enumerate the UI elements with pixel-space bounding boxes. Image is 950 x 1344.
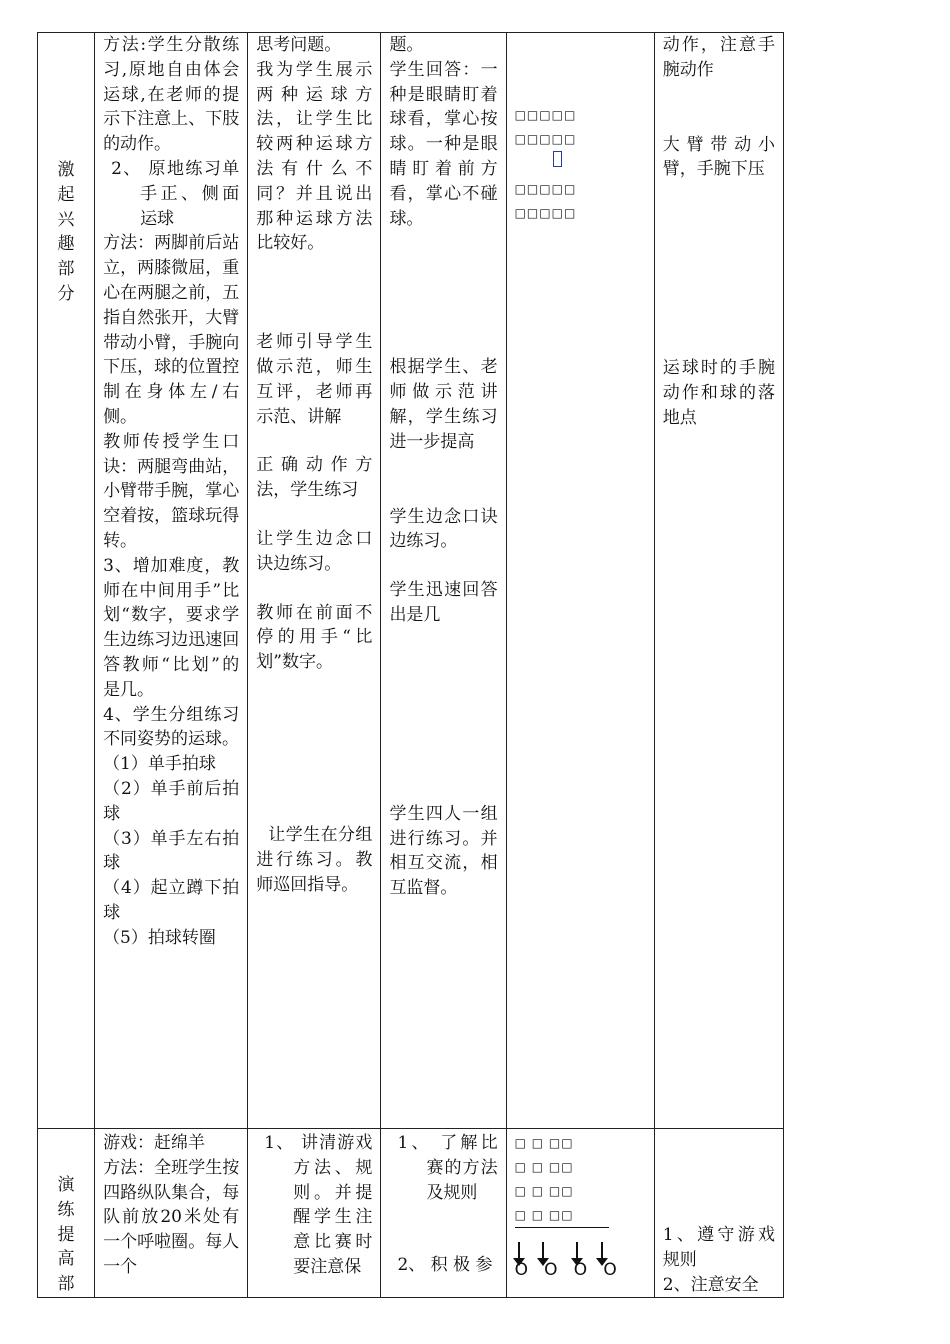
arrow-down-icon <box>542 1242 544 1260</box>
notes-cell <box>654 33 783 1129</box>
hoop-markers: O O O O <box>514 1260 617 1280</box>
arrow-down-icon <box>576 1242 578 1260</box>
lesson-plan-table <box>37 32 784 1298</box>
teacher-activity-cell <box>248 1129 381 1298</box>
organization-diagram-cell <box>506 33 654 1129</box>
organization-diagram-cell <box>506 1129 654 1298</box>
student-activity-cell <box>381 1129 506 1298</box>
notes-text: 1、遵守游戏规则 2、注意安全 <box>662 1225 775 1295</box>
section-cell <box>38 33 95 1129</box>
arrow-down-icon <box>601 1242 603 1260</box>
teacher-activity-text: 思考问题。 我为学生展示两种运球方法，让学生比较两种运球方法有什么不同？并且说出那种运球方法比较好。 老师引导学生做示范，师生互评，老师再示范、讲解 正确动作方法，学生练习 让学生边念口诀边练习。 教师在前面不停的用手“比划”数字。 让学生在分组进行练习。教师巡回指导。 <box>256 35 373 895</box>
table-row <box>38 33 784 1129</box>
game-diagram <box>507 1129 654 1280</box>
content-cell <box>95 33 248 1129</box>
notes-text: 动作，注意手腕动作 大臂带动小臂，手腕下压 运球时的手腕动作和球的落地点 <box>662 35 775 428</box>
teacher-marker-icon <box>515 151 654 177</box>
arrow-down-icon <box>518 1242 520 1260</box>
formation-row: □□□□□ <box>514 206 577 220</box>
formation-row: □ □ □□ <box>514 1184 574 1198</box>
section-title: 激 起 兴 趣 部 分 <box>57 160 75 304</box>
notes-cell <box>654 1129 783 1298</box>
content-text: 游戏：赶绵羊 方法：全班学生按四路纵队集合，每队前放20米处有一个呼啦圈。每人一个 <box>103 1133 240 1277</box>
teacher-activity-text: 1、 讲清游戏方法、规则。并提醒学生注意比赛时要注意保 <box>264 1133 373 1277</box>
formation-row: □□□□□ <box>514 132 577 146</box>
formation-row: □ □ □□ <box>514 1136 574 1150</box>
student-activity-cell <box>381 33 506 1129</box>
teacher-activity-cell <box>248 33 381 1129</box>
formation-row: □ □ □□ <box>514 1160 574 1174</box>
formation-row: □□□□□ <box>514 182 577 196</box>
direction-arrows <box>515 1228 654 1262</box>
section-cell <box>38 1129 95 1298</box>
student-activity-text: 题。 学生回答：一种是眼睛盯着球看，掌心按球。一种是眼睛盯着前方看，掌心不碰球。 根据学生、老师做示范讲解，学生练习进一步提高 学生边念口诀边练习。 学生迅速回答出是几 学生四人一组进行练习。并相互交流，相互监督。 <box>389 35 498 899</box>
formation-row: □ □ □□ <box>515 1203 609 1228</box>
formation-diagram <box>507 33 654 225</box>
content-text: 方法:学生分散练习,原地自由体会运球,在老师的提示下注意上、下肢的动作。 2、 原地练习单手正、侧面运球 方法：两脚前后站立，两膝微屈，重心在两腿之前，五指自然张开，大臂带动小臂，手腕向下压，球的位置控制在身体左/右侧。 教师传授学生口诀：两腿弯曲站，小臂带手腕，掌心空着按，篮球玩得转。 3、增加难度，教师在中间用手”比划“数字，要求学生边练习边迅速回答教师“比划”的是几。 4、学生分组练习不同姿势的运球。 （1）单手拍球 （2）单手前后拍球 （3）单手左右拍球 （4）起立蹲下拍球 （5）拍球转圈 <box>103 35 240 948</box>
section-title: 演 练 提 高 部 <box>57 1175 75 1295</box>
table-row <box>38 1129 784 1298</box>
student-activity-text: 1、 了解比赛的方法及规则 2、 积 极 参 <box>397 1133 498 1276</box>
content-cell <box>95 1129 248 1298</box>
formation-row: □□□□□ <box>514 108 577 122</box>
